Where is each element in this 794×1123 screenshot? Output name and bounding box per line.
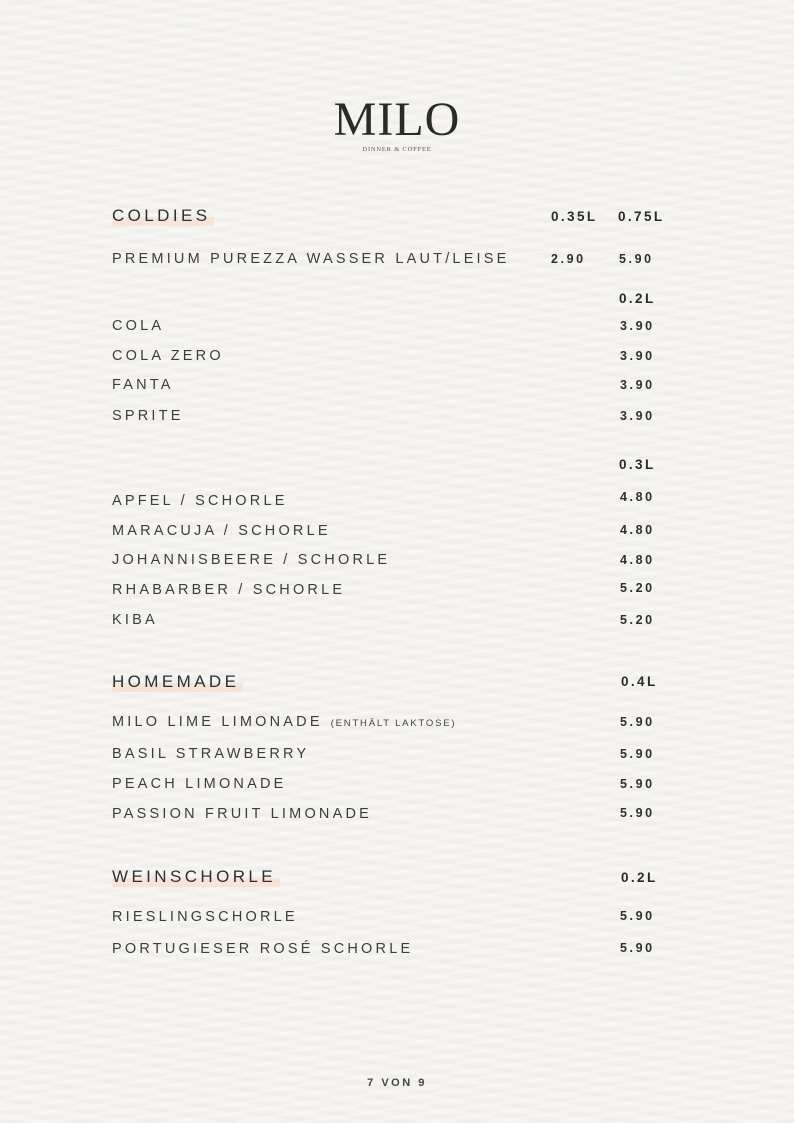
item-price: 3.90 [620,409,655,423]
page-number: 7 VON 9 [367,1077,427,1089]
volume-header-juices: 0.3L [619,457,656,472]
section-heading-coldies: COLDIES [112,206,214,226]
volume-header-weinschorle: 0.2L [621,870,658,885]
price-water-075: 5.90 [619,252,654,266]
menu-item: COLA ZERO [112,348,224,364]
menu-item-name: MILO LIME LIMONADE [112,714,323,730]
item-price: 5.90 [620,715,655,729]
menu-item: RIESLINGSCHORLE [112,909,298,925]
menu-item-water: PREMIUM PUREZZA WASSER LAUT/LEISE [112,251,510,267]
logo [0,93,794,153]
menu-item: RHABARBER / SCHORLE [112,582,346,598]
logo-subtitle: DINNER & COFFEE [362,146,432,153]
item-price: 4.80 [620,523,655,537]
menu-item: BASIL STRAWBERRY [112,746,310,762]
item-price: 5.90 [620,777,655,791]
menu-item: APFEL / SCHORLE [112,493,288,509]
item-price: 5.90 [620,747,655,761]
item-price: 3.90 [620,319,655,333]
menu-item: FANTA [112,377,174,393]
item-price: 5.90 [620,806,655,820]
volume-header-softdrinks: 0.2L [619,291,656,306]
item-price: 3.90 [620,378,655,392]
menu-item: MARACUJA / SCHORLE [112,523,331,539]
volume-header-homemade: 0.4L [621,674,658,689]
item-price: 5.90 [620,909,655,923]
item-price: 3.90 [620,349,655,363]
menu-item: PEACH LIMONADE [112,776,287,792]
menu-item: JOHANNISBEERE / SCHORLE [112,552,391,568]
menu-item: PORTUGIESER ROSÉ SCHORLE [112,941,414,957]
price-water-035: 2.90 [551,252,586,266]
menu-item: KIBA [112,612,158,628]
menu-item: PASSION FRUIT LIMONADE [112,806,373,822]
item-price: 5.20 [620,613,655,627]
menu-item: COLA [112,318,165,334]
volume-header-035: 0.35L [551,209,598,224]
volume-header-075: 0.75L [618,209,665,224]
item-price: 4.80 [620,490,655,504]
item-price: 5.90 [620,941,655,955]
item-price: 5.20 [620,581,655,595]
section-heading-weinschorle: WEINSCHORLE [112,867,280,887]
menu-item [112,714,456,730]
menu-item: SPRITE [112,408,184,424]
allergen-note: (ENTHÄLT LAKTOSE) [330,718,457,729]
item-price: 4.80 [620,553,655,567]
logo-title: MILO [333,93,461,146]
section-heading-homemade: HOMEMADE [112,672,243,692]
